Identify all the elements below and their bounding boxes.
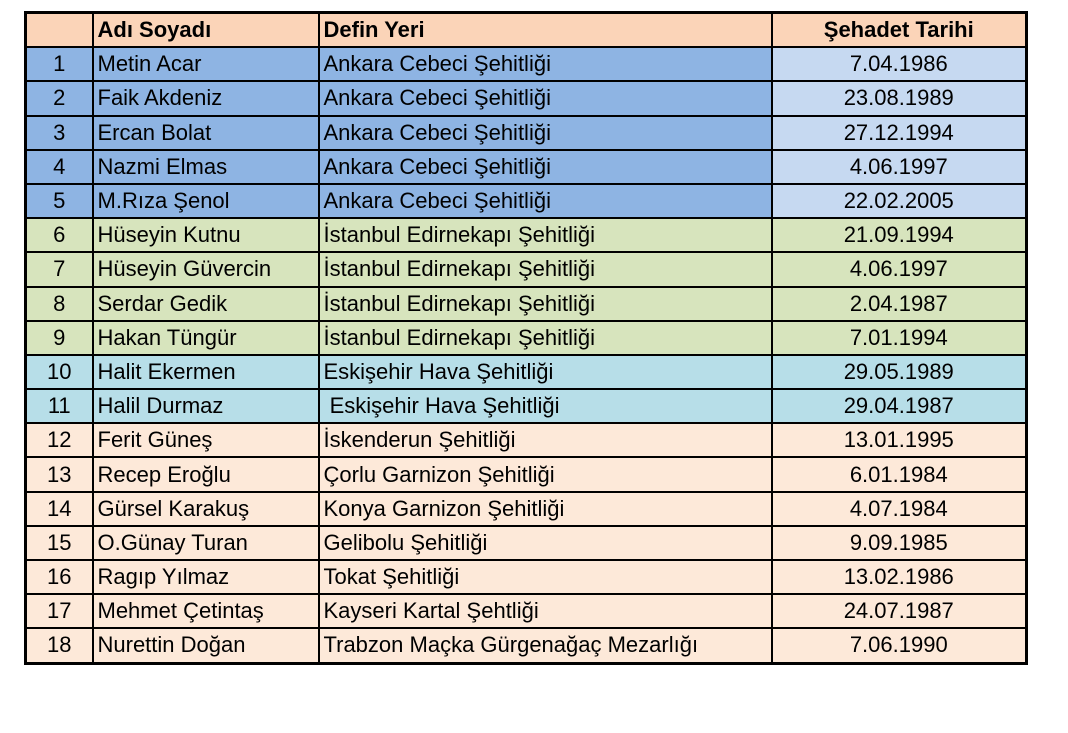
row-name: Ercan Bolat bbox=[93, 116, 319, 150]
row-name: Serdar Gedik bbox=[93, 287, 319, 321]
table-row bbox=[26, 355, 1027, 389]
row-name: Recep Eroğlu bbox=[93, 457, 319, 491]
row-number: 18 bbox=[26, 628, 93, 663]
row-number: 16 bbox=[26, 560, 93, 594]
table-row bbox=[26, 457, 1027, 491]
row-burial-place: Eskişehir Hava Şehitliği bbox=[319, 355, 772, 389]
row-martyrdom-date: 9.09.1985 bbox=[772, 526, 1027, 560]
row-name: Mehmet Çetintaş bbox=[93, 594, 319, 628]
row-name: Ragıp Yılmaz bbox=[93, 560, 319, 594]
row-martyrdom-date: 23.08.1989 bbox=[772, 81, 1027, 115]
row-number: 4 bbox=[26, 150, 93, 184]
row-martyrdom-date: 24.07.1987 bbox=[772, 594, 1027, 628]
row-name: Gürsel Karakuş bbox=[93, 492, 319, 526]
row-number: 17 bbox=[26, 594, 93, 628]
row-burial-place: Eskişehir Hava Şehitliği bbox=[319, 389, 772, 423]
row-name: Faik Akdeniz bbox=[93, 81, 319, 115]
row-name: M.Rıza Şenol bbox=[93, 184, 319, 218]
row-burial-place: Ankara Cebeci Şehitliği bbox=[319, 150, 772, 184]
row-number: 9 bbox=[26, 321, 93, 355]
row-martyrdom-date: 4.06.1997 bbox=[772, 252, 1027, 286]
row-burial-place: İstanbul Edirnekapı Şehitliği bbox=[319, 287, 772, 321]
table-row bbox=[26, 389, 1027, 423]
row-name: Halit Ekermen bbox=[93, 355, 319, 389]
row-burial-place: Ankara Cebeci Şehitliği bbox=[319, 81, 772, 115]
row-number: 13 bbox=[26, 457, 93, 491]
table-row bbox=[26, 628, 1027, 663]
row-name: Halil Durmaz bbox=[93, 389, 319, 423]
row-burial-place: İstanbul Edirnekapı Şehitliği bbox=[319, 321, 772, 355]
row-name: O.Günay Turan bbox=[93, 526, 319, 560]
row-number: 8 bbox=[26, 287, 93, 321]
row-name: Ferit Güneş bbox=[93, 423, 319, 457]
row-number: 5 bbox=[26, 184, 93, 218]
header-burial-place: Defin Yeri bbox=[319, 13, 772, 48]
row-burial-place: Çorlu Garnizon Şehitliği bbox=[319, 457, 772, 491]
row-number: 2 bbox=[26, 81, 93, 115]
table-row bbox=[26, 423, 1027, 457]
row-burial-place: Ankara Cebeci Şehitliği bbox=[319, 184, 772, 218]
row-martyrdom-date: 7.04.1986 bbox=[772, 47, 1027, 81]
martyrs-table bbox=[24, 11, 1028, 665]
row-number: 3 bbox=[26, 116, 93, 150]
row-martyrdom-date: 13.01.1995 bbox=[772, 423, 1027, 457]
row-number: 15 bbox=[26, 526, 93, 560]
row-name: Nazmi Elmas bbox=[93, 150, 319, 184]
row-burial-place: Tokat Şehitliği bbox=[319, 560, 772, 594]
table-row bbox=[26, 81, 1027, 115]
table-row bbox=[26, 492, 1027, 526]
row-martyrdom-date: 29.04.1987 bbox=[772, 389, 1027, 423]
table-row bbox=[26, 560, 1027, 594]
row-martyrdom-date: 22.02.2005 bbox=[772, 184, 1027, 218]
row-burial-place: İstanbul Edirnekapı Şehitliği bbox=[319, 218, 772, 252]
header-number bbox=[26, 13, 93, 48]
row-number: 1 bbox=[26, 47, 93, 81]
row-martyrdom-date: 7.01.1994 bbox=[772, 321, 1027, 355]
row-number: 7 bbox=[26, 252, 93, 286]
row-martyrdom-date: 21.09.1994 bbox=[772, 218, 1027, 252]
row-burial-place: İskenderun Şehitliği bbox=[319, 423, 772, 457]
row-burial-place: Trabzon Maçka Gürgenağaç Mezarlığı bbox=[319, 628, 772, 663]
row-number: 14 bbox=[26, 492, 93, 526]
row-martyrdom-date: 2.04.1987 bbox=[772, 287, 1027, 321]
row-number: 12 bbox=[26, 423, 93, 457]
row-name: Hakan Tüngür bbox=[93, 321, 319, 355]
row-name: Hüseyin Kutnu bbox=[93, 218, 319, 252]
row-name: Metin Acar bbox=[93, 47, 319, 81]
row-martyrdom-date: 4.07.1984 bbox=[772, 492, 1027, 526]
table-row bbox=[26, 252, 1027, 286]
table-row bbox=[26, 116, 1027, 150]
table-row bbox=[26, 150, 1027, 184]
row-name: Hüseyin Güvercin bbox=[93, 252, 319, 286]
row-number: 10 bbox=[26, 355, 93, 389]
row-martyrdom-date: 29.05.1989 bbox=[772, 355, 1027, 389]
table-body bbox=[26, 47, 1027, 663]
table-row bbox=[26, 184, 1027, 218]
row-number: 6 bbox=[26, 218, 93, 252]
header-martyrdom-date: Şehadet Tarihi bbox=[772, 13, 1027, 48]
row-burial-place: İstanbul Edirnekapı Şehitliği bbox=[319, 252, 772, 286]
table-row bbox=[26, 287, 1027, 321]
row-burial-place: Konya Garnizon Şehitliği bbox=[319, 492, 772, 526]
table-row bbox=[26, 594, 1027, 628]
table-row bbox=[26, 47, 1027, 81]
table-row bbox=[26, 526, 1027, 560]
row-burial-place: Ankara Cebeci Şehitliği bbox=[319, 47, 772, 81]
header-name: Adı Soyadı bbox=[93, 13, 319, 48]
row-martyrdom-date: 4.06.1997 bbox=[772, 150, 1027, 184]
header-row bbox=[26, 13, 1027, 48]
row-burial-place: Kayseri Kartal Şehtliği bbox=[319, 594, 772, 628]
row-number: 11 bbox=[26, 389, 93, 423]
row-burial-place: Ankara Cebeci Şehitliği bbox=[319, 116, 772, 150]
row-martyrdom-date: 27.12.1994 bbox=[772, 116, 1027, 150]
row-martyrdom-date: 6.01.1984 bbox=[772, 457, 1027, 491]
table-row bbox=[26, 321, 1027, 355]
row-burial-place: Gelibolu Şehitliği bbox=[319, 526, 772, 560]
row-martyrdom-date: 13.02.1986 bbox=[772, 560, 1027, 594]
row-martyrdom-date: 7.06.1990 bbox=[772, 628, 1027, 663]
row-name: Nurettin Doğan bbox=[93, 628, 319, 663]
table-row bbox=[26, 218, 1027, 252]
